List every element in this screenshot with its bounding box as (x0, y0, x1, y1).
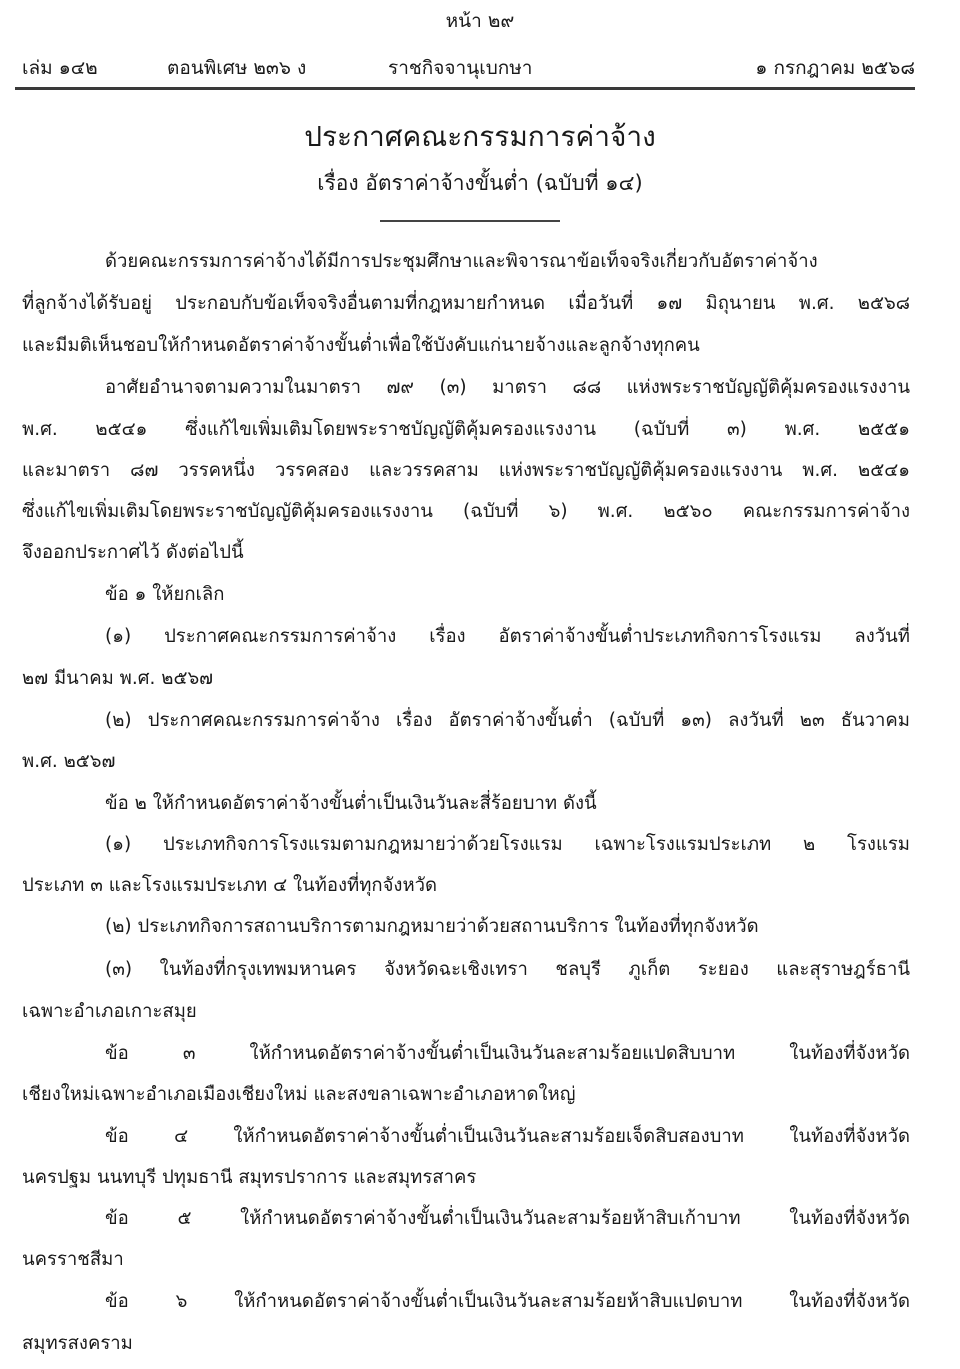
body-line: พ.ศ. ๒๕๔๑ ซึ่งแก้ไขเพิ่มเติมโดยพระราชบัญญัติคุ้มครองแรงงาน (ฉบับที่ ๓) พ.ศ. ๒๕๕๑ (22, 419, 910, 440)
document-title: ประกาศคณะกรรมการค่าจ้าง (304, 120, 656, 153)
body-line: (๒) ประเภทกิจการสถานบริการตามกฎหมายว่าด้วยสถานบริการ ในท้องที่ทุกจังหวัด (105, 916, 759, 937)
body-line: และมาตรา ๘๗ วรรคหนึ่ง วรรคสอง และวรรคสาม แห่งพระราชบัญญัติคุ้มครองแรงงาน พ.ศ. ๒๕๔๑ (22, 460, 910, 481)
gazette-meta-row (22, 52, 915, 84)
body-line: และมีมติเห็นชอบให้กำหนดอัตราค่าจ้างขั้นต่ำเพื่อใช้บังคับแก่นายจ้างและลูกจ้างทุกคน (22, 335, 700, 356)
header-divider (15, 87, 915, 90)
body-line: (๑) ประกาศคณะกรรมการค่าจ้าง เรื่อง อัตราค่าจ้างขั้นต่ำประเภทกิจการโรงแรม ลงวันที่ (105, 626, 910, 647)
body-line: ด้วยคณะกรรมการค่าจ้างได้มีการประชุมศึกษาและพิจารณาข้อเท็จจริงเกี่ยวกับอัตราค่าจ้าง (105, 251, 818, 272)
clause-heading: ข้อ ๒ ให้กำหนดอัตราค่าจ้างขั้นต่ำเป็นเงินวันละสี่ร้อยบาท ดังนี้ (105, 793, 597, 814)
body-line: นครราชสีมา (22, 1249, 124, 1270)
publication-date: ๑ กรกฎาคม ๒๕๖๘ (755, 57, 915, 79)
clause-heading: ข้อ ๑ ให้ยกเลิก (105, 584, 225, 605)
gazette-name: ราชกิจจานุเบกษา (388, 57, 533, 79)
page-number: หน้า ๒๙ (445, 10, 515, 32)
clause-heading: ข้อ ๖ ให้กำหนดอัตราค่าจ้างขั้นต่ำเป็นเงินวันละสามร้อยห้าสิบแปดบาท ในท้องที่จังหวัด (105, 1291, 910, 1312)
body-line: จึงออกประกาศไว้ ดังต่อไปนี้ (22, 542, 244, 563)
body-line: ซึ่งแก้ไขเพิ่มเติมโดยพระราชบัญญัติคุ้มครองแรงงาน (ฉบับที่ ๖) พ.ศ. ๒๕๖๐ คณะกรรมการค่าจ้าง (22, 501, 910, 522)
body-line: เชียงใหม่เฉพาะอำเภอเมืองเชียงใหม่ และสงขลาเฉพาะอำเภอหาดใหญ่ (22, 1084, 576, 1105)
volume-label: เล่ม ๑๔๒ (22, 57, 98, 79)
title-divider (380, 220, 560, 222)
body-line: ๒๗ มีนาคม พ.ศ. ๒๕๖๗ (22, 668, 214, 689)
body-line: (๑) ประเภทกิจการโรงแรมตามกฎหมายว่าด้วยโรงแรม เฉพาะโรงแรมประเภท ๒ โรงแรม (105, 834, 910, 855)
document-subject: เรื่อง อัตราค่าจ้างขั้นต่ำ (ฉบับที่ ๑๔) (317, 171, 643, 195)
body-line: ที่ลูกจ้างได้รับอยู่ ประกอบกับข้อเท็จจริงอื่นตามที่กฎหมายกำหนด เมื่อวันที่ ๑๗ มิถุนายน พ.ศ. ๒๕๖๘ (22, 293, 910, 314)
body-line: พ.ศ. ๒๕๖๗ (22, 751, 116, 772)
clause-heading: ข้อ ๓ ให้กำหนดอัตราค่าจ้างขั้นต่ำเป็นเงินวันละสามร้อยแปดสิบบาท ในท้องที่จังหวัด (105, 1043, 910, 1064)
body-line: เฉพาะอำเภอเกาะสมุย (22, 1001, 197, 1022)
body-line: (๒) ประกาศคณะกรรมการค่าจ้าง เรื่อง อัตราค่าจ้างขั้นต่ำ (ฉบับที่ ๑๓) ลงวันที่ ๒๓ ธันวาคม (105, 710, 910, 731)
body-line: (๓) ในท้องที่กรุงเทพมหานคร จังหวัดฉะเชิงเทรา ชลบุรี ภูเก็ต ระยอง และสุราษฎร์ธานี (105, 959, 910, 980)
body-line: ประเภท ๓ และโรงแรมประเภท ๔ ในท้องที่ทุกจังหวัด (22, 875, 438, 896)
body-line: นครปฐม นนทบุรี ปทุมธานี สมุทรปราการ และสมุทรสาคร (22, 1167, 477, 1188)
body-line: สมุทรสงคราม (22, 1333, 133, 1354)
issue-label: ตอนพิเศษ ๒๓๖ ง (167, 57, 307, 79)
clause-heading: ข้อ ๕ ให้กำหนดอัตราค่าจ้างขั้นต่ำเป็นเงินวันละสามร้อยห้าสิบเก้าบาท ในท้องที่จังหวัด (105, 1208, 910, 1229)
clause-heading: ข้อ ๔ ให้กำหนดอัตราค่าจ้างขั้นต่ำเป็นเงินวันละสามร้อยเจ็ดสิบสองบาท ในท้องที่จังหวัด (105, 1126, 910, 1147)
body-line: อาศัยอำนาจตามความในมาตรา ๗๙ (๓) มาตรา ๘๘ แห่งพระราชบัญญัติคุ้มครองแรงงาน (105, 377, 910, 398)
